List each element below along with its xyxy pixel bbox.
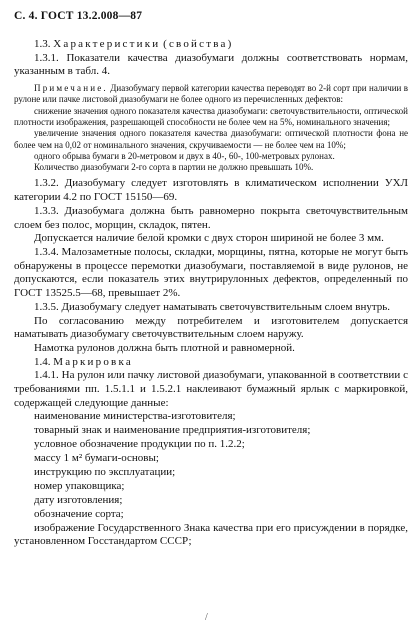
note-item: Количество диазобумаги 2-го сорта в партии не должно превышать 10%.	[34, 162, 314, 173]
paragraph: 1.3.4. Малозаметные полосы, складки, морщины, пятна, которые не могут быть обнаружены в процессе перемотки диазобумаги, поставляемой в виде рулонов, не допускаются, если показатель этих внутрирулонных дефектов, определенный по ГОСТ 13525.5—68, превышает 2%.	[14, 246, 408, 300]
list-item: товарный знак и наименование предприятия-изготовителя;	[34, 424, 311, 437]
section-heading: 1.3. Характеристики (свойства)	[34, 38, 234, 50]
paragraph: 1.3.3. Диазобумага должна быть равномерно покрыта светочувствительным слоем без полос, морщин, складок, пятен.	[14, 204, 408, 231]
list-item: массу 1 м² бумаги-основы;	[34, 452, 159, 465]
list-item: условное обозначение продукции по п. 1.2.2;	[34, 438, 245, 451]
note-item: одного обрыва бумаги в 20-метровом и двух в 40-, 60-, 100-метровых рулонах.	[34, 150, 335, 161]
paragraph: 1.3.2. Диазобумагу следует изготовлять в климатическом исполнении УХЛ категории 4.2 по ГОСТ 15150—69.	[14, 177, 408, 204]
note-item: снижение значения одного показателя качества диазобумаги: светочувствительности, оптической плотности изображения, разрешающей способности не более чем на 5%, номинального значения;	[14, 105, 408, 127]
paragraph: 1.3.5. Диазобумагу следует наматывать светочувствительным слоем внутрь.	[34, 300, 391, 313]
list-item: наименование министерства-изготовителя;	[34, 410, 236, 423]
paragraph: Намотка рулонов должна быть плотной и равномерной.	[34, 341, 295, 354]
section-heading: 1.4. Маркировка	[34, 355, 133, 368]
list-item: дату изготовления;	[34, 493, 123, 506]
note-item: увеличение значения одного показателя качества диазобумаги: оптической плотности фона не более чем на 0,02 от номинального значения, скручиваемости — не более чем на 10%;	[14, 128, 408, 150]
page-header: С. 4. ГОСТ 13.2.008—87	[14, 10, 143, 22]
paragraph: По согласованию между потребителем и изготовителем допускается наматывать диазобумагу светочувствительным слоем наружу.	[14, 314, 408, 341]
paragraph: 1.3.1. Показатели качества диазобумаги должны соответствовать нормам, указанным в табл. 4.	[14, 51, 408, 78]
list-item: инструкцию по эксплуатации;	[34, 466, 176, 479]
paragraph: 1.4.1. На рулон или пачку листовой диазобумаги, упакованной в соответствии с требованиями пп. 1.5.1.1 и 1.5.2.1 наклеивают бумажный ярлык с маркировкой, содержащей следующие данные:	[14, 369, 408, 409]
paragraph: Допускается наличие белой кромки с двух сторон шириной не более 3 мм.	[34, 232, 384, 245]
footer-mark: /	[205, 612, 208, 623]
list-item: номер упаковщика;	[34, 479, 125, 492]
list-item: изображение Государственного Знака качества при его присуждении в порядке, установленном Госстандартом СССР;	[14, 521, 408, 548]
list-item: обозначение сорта;	[34, 507, 124, 520]
note: Примечание. Диазобумагу первой категории качества переводят во 2-й сорт при наличии в рулоне или пачке листовой диазобумаги не более одного из перечисленных дефектов:	[14, 83, 408, 105]
